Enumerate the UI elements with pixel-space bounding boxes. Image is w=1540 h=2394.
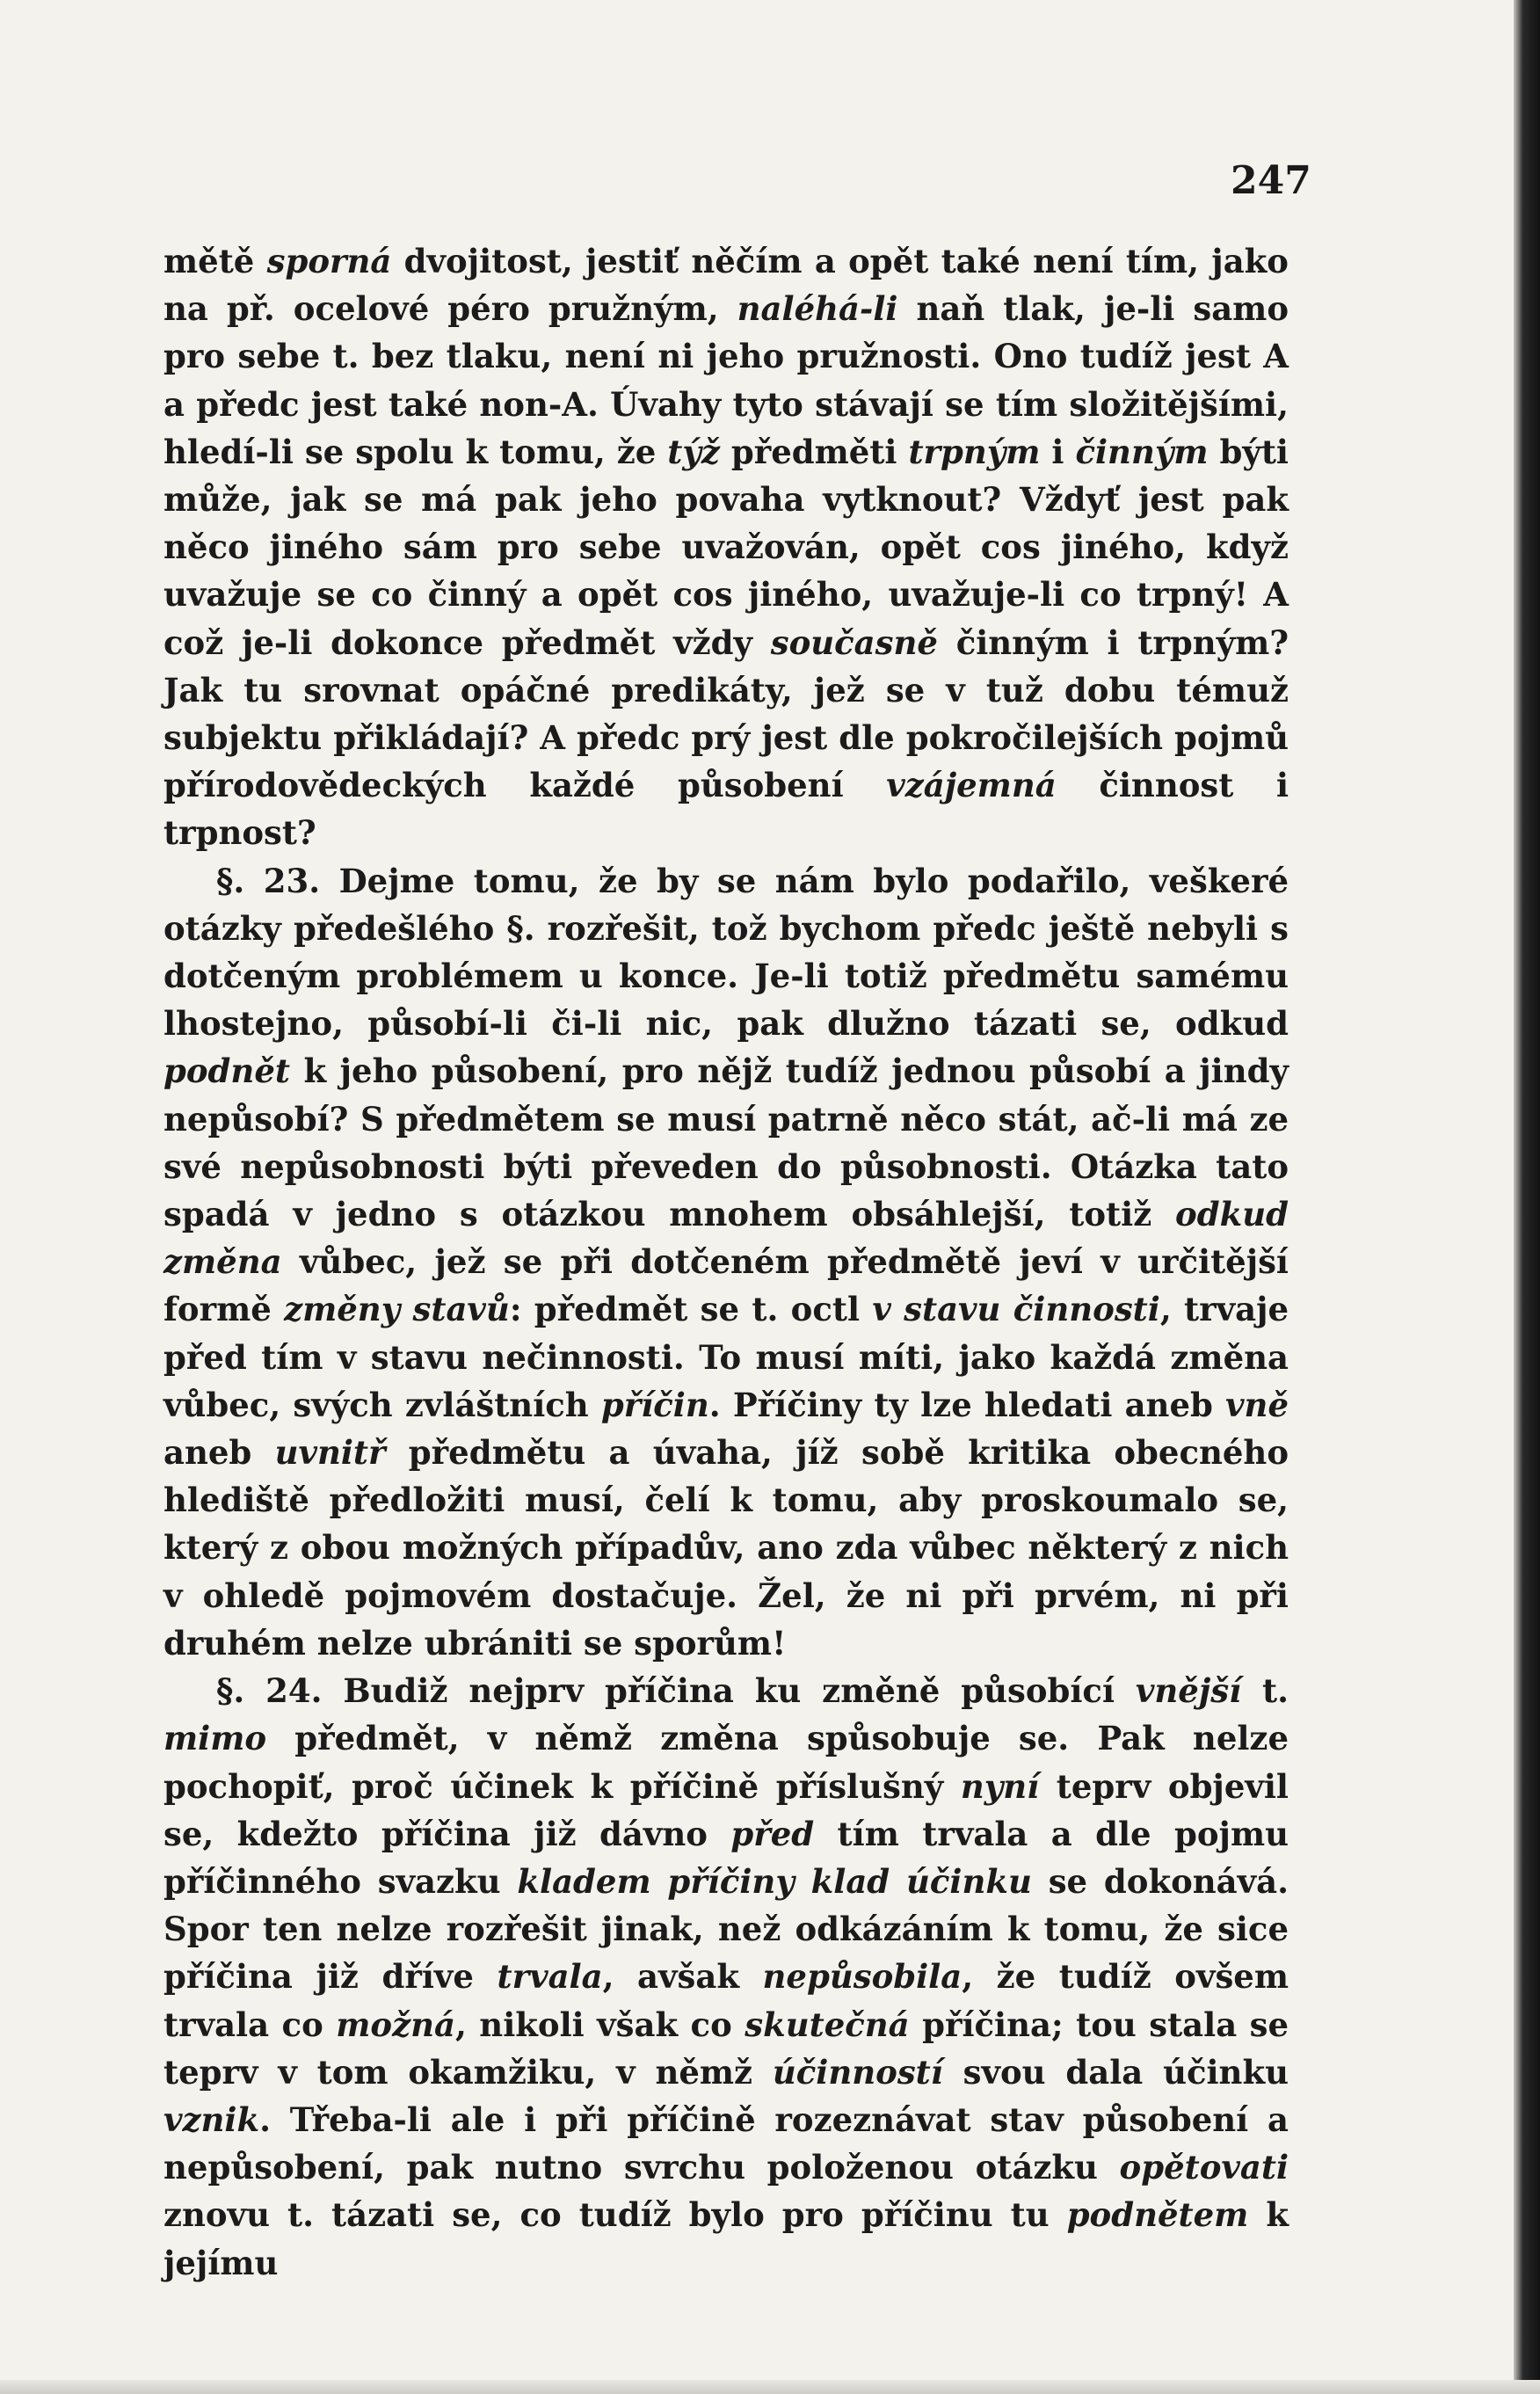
text-run: naň tlak, je-li samo pro sebe t. bez tlaku, není ni jeho pružnosti. Ono tudíž jest A a předc jest také non-A. Úvahy tyto stávají se tím složitějšími, hledí-li se spolu k tomu, že (163, 289, 1289, 471)
paragraph-section-23 (163, 857, 1289, 1667)
text-run: §. 23. Dejme tomu, že by se nám bylo podařilo, veškeré otázky předešlého §. rozřešit, tož bychom předc ještě nebyli s dotčeným problémem u konce. Je-li totiž předmětu samému lhostejno, působí-li či-li nic, pak dlužno tázati se, odkud (163, 861, 1289, 1044)
text-run: předměti (719, 432, 909, 471)
text-run: předmět, v němž změna spůsobuje se. Pak nelze pochopiť, proč účinek k příčině příslušný (163, 1719, 1289, 1806)
page-bottom-edge (0, 2380, 1540, 2394)
text-run: k jeho působení, pro nějž tudíž jednou působí a jindy nepůsobí? S předmětem se musí patrně něco stát, ač-li má ze své nepůsobnosti býti převeden do působnosti. Otázka tato spadá v jedno s otázkou mnohem obsáhlejší, totiž (163, 1051, 1289, 1234)
italic-text-run: uvnitř (274, 1433, 386, 1473)
italic-text-run: vně (1225, 1385, 1289, 1424)
italic-text-run: odkud změna (163, 1195, 1289, 1282)
italic-text-run: podnět (163, 1051, 290, 1091)
italic-text-run: podnětem (1066, 2195, 1249, 2235)
italic-text-run: trpným (908, 432, 1041, 471)
italic-text-run: mimo (163, 1719, 267, 1758)
text-run: i (1040, 432, 1076, 471)
italic-text-run: možná (336, 2005, 455, 2044)
text-run: . Příčiny ty lze hledati aneb (708, 1385, 1226, 1424)
italic-text-run: činným (1075, 432, 1209, 471)
text-run: předmětu a úvaha, jíž sobě kritika obecného hlediště předložiti musí, čelí k tomu, aby proskoumalo se, který z obou možných případův, ano zda vůbec některý z nich v ohledě pojmovém dostačuje. Žel, že ni při prvém, ni při druhém nelze ubrániti se sporům! (163, 1433, 1289, 1663)
italic-text-run: vznik (163, 2099, 260, 2139)
italic-text-run: naléhá-li (737, 289, 898, 329)
italic-text-run: trvala (497, 1957, 603, 1997)
text-run: aneb (163, 1433, 275, 1473)
page-number: 247 (1231, 158, 1311, 203)
italic-text-run: kladem příčiny klad účinku (517, 1861, 1032, 1901)
text-run: tím trvala a dle pojmu příčinného svazku (163, 1814, 1289, 1901)
italic-text-run: současně (770, 622, 938, 662)
text-run: činnost i trpnost? (163, 766, 1289, 853)
text-run: činným i trpným? Jak tu srovnat opáčné predikáty, jež se v tuž dobu témuž subjektu přikládají? A předc prý jest dle pokročilejších pojmů přírodovědeckých každé působení (163, 622, 1289, 805)
italic-text-run: týž (667, 432, 720, 471)
italic-text-run: účinností (772, 2052, 943, 2092)
text-run: teprv objevil se, kdežto příčina již dávno (163, 1766, 1289, 1853)
text-run: . Třeba-li ale i při příčině rozeznávat stav působení a nepůsobení, pak nutno svrchu položenou otázku (163, 2099, 1289, 2187)
text-run: svou dala účinku (942, 2052, 1289, 2092)
italic-text-run: před (730, 1814, 815, 1853)
paragraph-section-24 (163, 1667, 1289, 2287)
italic-text-run: příčin (600, 1385, 709, 1424)
italic-text-run: nyní (960, 1766, 1040, 1806)
text-run: dvojitost, jestiť něčím a opět také není tím, jako na př. ocelové péro pružným, (163, 242, 1289, 329)
text-run: , nikoli však co (454, 2005, 745, 2044)
text-run: se dokonává. Spor ten nelze rozřešit jinak, než odkázáním k tomu, že sice příčina již dříve (163, 1861, 1289, 1997)
text-run: mětě (163, 242, 267, 280)
text-run: , že tudíž ovšem trvala co (163, 1957, 1289, 2044)
text-run: vůbec, jež se při dotčeném předmětě jeví v určitější formě (163, 1242, 1289, 1329)
text-run: , trvaje před tím v stavu nečinnosti. To musí míti, jako každá změna vůbec, svých zvláštních (163, 1290, 1289, 1424)
text-run: býti může, jak se má pak jeho povaha vytknout? Vždyť jest pak něco jiného sám pro sebe uvažován, opět cos jiného, když uvažuje se co činný a opět cos jiného, uvažuje-li co trpný! A což je-li dokonce předmět vždy (163, 432, 1289, 662)
italic-text-run: vzájemná (886, 766, 1057, 805)
italic-text-run: v stavu činnosti (872, 1290, 1160, 1329)
text-run: §. 24. Budiž nejprv příčina ku změně působící (216, 1671, 1136, 1711)
text-run: t. (1241, 1671, 1289, 1711)
italic-text-run: vnější (1135, 1671, 1242, 1711)
italic-text-run: nepůsobila (762, 1957, 962, 1997)
italic-text-run: sporná (266, 242, 392, 280)
text-run: : předmět se t. octl (509, 1290, 873, 1329)
italic-text-run: skutečná (745, 2005, 910, 2044)
italic-text-run: opětovati (1119, 2148, 1289, 2187)
text-run: příčina; tou stala se teprv v tom okamžiku, v němž (163, 2005, 1289, 2092)
text-run: , avšak (602, 1957, 763, 1997)
italic-text-run: změny stavů (284, 1290, 510, 1329)
page-edge-shadow (1514, 0, 1540, 2394)
paragraph-intro (163, 237, 1289, 857)
text-run: k jejímu (163, 2195, 1289, 2282)
text-run: znovu t. tázati se, co tudíž bylo pro příčinu tu (163, 2195, 1067, 2235)
body-text (163, 237, 1289, 2287)
